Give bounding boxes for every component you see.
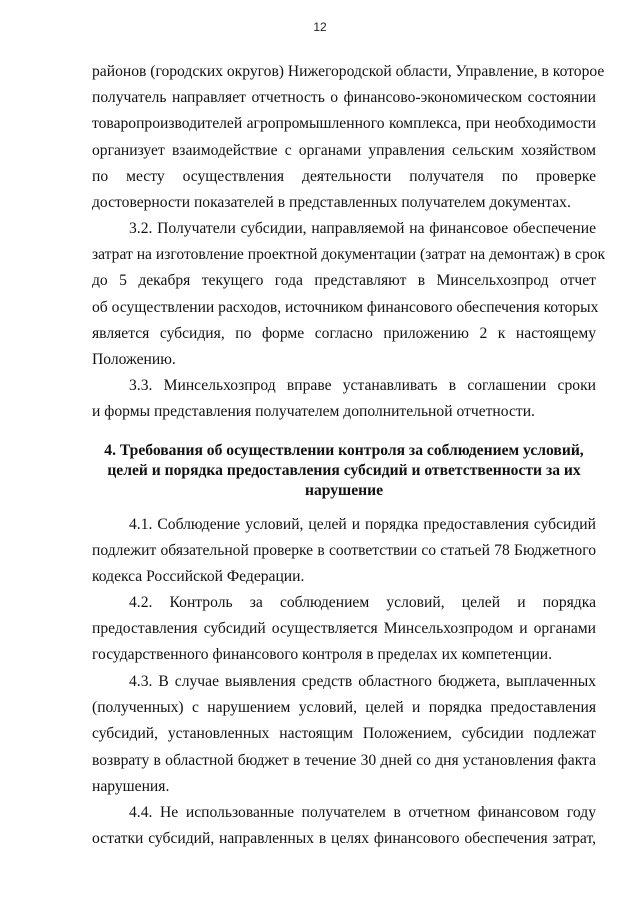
- text-line: 3.2. Получатели субсидии, направляемой на финансовое обеспечение: [129, 220, 596, 237]
- text-line: 4.2. Контроль за соблюдением условий, целей и порядка: [129, 594, 596, 611]
- heading-line: 4. Требования об осуществлении контроля за соблюдением условий,: [104, 442, 584, 459]
- text-line: является субсидия, по форме согласно приложению 2 к настоящему: [92, 324, 596, 342]
- text-line: по месту осуществления деятельности получателя по проверке: [92, 167, 596, 185]
- text-line: получатель направляет отчетность о финансово-экономическом состоянии: [92, 89, 596, 107]
- text-line: достоверности показателей в представленных получателем документах.: [92, 193, 571, 211]
- text-line: нарушения.: [92, 777, 170, 795]
- text-line: подлежит обязательной проверке в соответствии со статьей 78 Бюджетного: [92, 542, 596, 560]
- text-line: товаропроизводителей агропромышленного комплекса, при необходимости: [92, 115, 596, 133]
- text-line: предоставления субсидий осуществляется Минсельхозпродом и органами: [92, 620, 596, 638]
- text-line: субсидий, установленных настоящим Положением, субсидии подлежат: [92, 725, 596, 743]
- text-line: (полученных) с нарушением условий, целей и порядка предоставления: [92, 699, 596, 717]
- paragraph-3-3: [92, 373, 596, 425]
- text-line: 4.1. Соблюдение условий, целей и порядка предоставления субсидий: [129, 516, 596, 533]
- heading-line: нарушение: [304, 482, 384, 499]
- text-line: Положению.: [92, 350, 176, 368]
- text-line: затрат на изготовление проектной документации (затрат на демонтаж) в срок: [92, 246, 606, 264]
- heading-line: целей и порядка предоставления субсидий и ответственности за их: [107, 462, 581, 479]
- paragraph-4-4: [92, 800, 596, 852]
- text-line: организует взаимодействие с органами управления сельским хозяйством: [92, 141, 596, 159]
- text-line: 4.4. Не использованные получателем в отчетном финансовом году: [129, 804, 596, 821]
- text-line: государственного финансового контроля в пределах их компетенции.: [92, 646, 553, 664]
- section-heading: [92, 441, 596, 501]
- paragraph-continuation: [92, 59, 605, 216]
- text-line: остатки субсидий, направленных в целях финансового обеспечения затрат,: [92, 830, 596, 848]
- text-line: 3.3. Минсельхозпрод вправе устанавливать в соглашении сроки: [129, 377, 596, 394]
- paragraph-3-2: [92, 216, 606, 373]
- paragraph-4-3: [92, 669, 596, 800]
- text-line: возврату в областной бюджет в течение 30 дней со дня установления факта: [92, 751, 596, 769]
- page-number: 12: [313, 20, 327, 34]
- text-line: об осуществлении расходов, источником финансового обеспечения которых: [92, 298, 599, 316]
- text-line: до 5 декабря текущего года представляют в Минсельхозпрод отчет: [92, 272, 596, 290]
- paragraph-4-1: [92, 512, 596, 591]
- text-line: кодекса Российской Федерации.: [92, 568, 305, 586]
- text-line: и формы представления получателем дополнительной отчетности.: [92, 403, 535, 421]
- text-line: 4.3. В случае выявления средств областного бюджета, выплаченных: [129, 673, 596, 690]
- paragraph-4-2: [92, 590, 596, 669]
- text-line: районов (городских округов) Нижегородской области, Управление, в которое: [92, 63, 605, 80]
